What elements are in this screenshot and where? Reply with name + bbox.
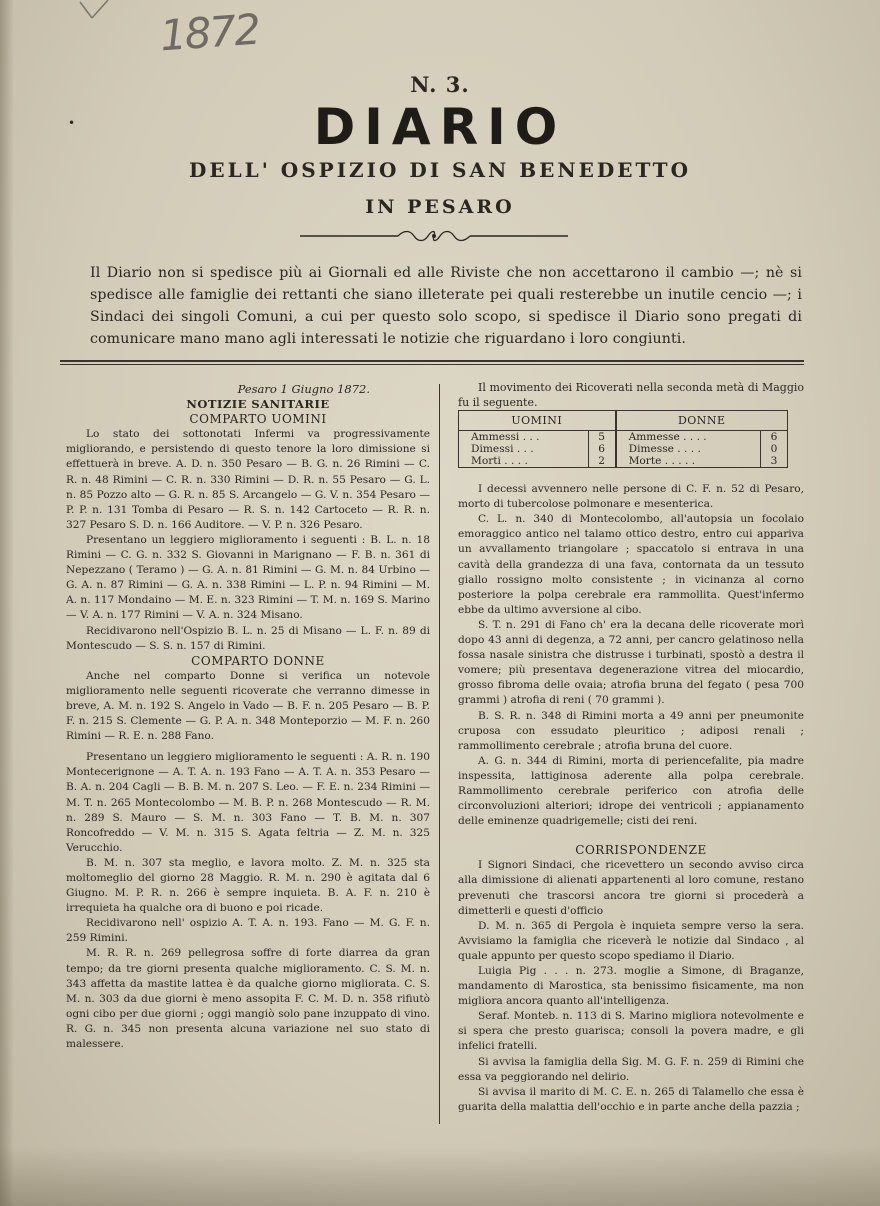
women-value: 3 xyxy=(761,455,788,468)
corr-paragraph-4: Seraf. Monteb. n. 113 di S. Marino migliora notevolmente e si spera che presto guarisca; consoli la povera madre, e gli infelici fratelli. xyxy=(458,1010,804,1053)
men-label: Morti . . . . xyxy=(471,455,528,468)
women-paragraph-2: Presentano un leggiero miglioramento le seguenti : A. R. n. 190 Montecerignone — A. T. A. n. 193 Fano — A. T. A. n. 353 Pesaro — B. A. n. 204 Cagli — B. B. M. n. 207 S. Leo. — F. E. n. 234 Rimini — M. T. n. 265 Montecolombo — M. B. P. n. 268 Montescudo — R. M. n. 289 S. Mauro — S. M. n. 303 Fano — T. B. M. n. 307 Roncofreddo — V. M. n. 315 S. Agata feltria — Z. M. n. 325 Verucchio. xyxy=(66,751,430,854)
masthead-subtitle: DELL' OSPIZIO DI SAN BENEDETTO xyxy=(188,158,691,182)
men-paragraph-2: Presentano un leggiero miglioramento i seguenti : B. L. n. 18 Rimini — C. G. n. 332 S. Giovanni in Marignano — F. B. n. 361 di Nepezzano ( Teramo ) — G. A. n. 81 Rimini — G. M. n. 84 Urbino — G. A. n. 87 Rimini — G. A. n. 338 Rimini — L. P. n. 94 Rimini — M. A. n. 117 Mondaino — M. E. n. 323 Rimini — T. M. n. 169 S. Marino — V. A. n. 177 Rimini — V. A. n. 324 Misano. xyxy=(66,533,430,622)
corr-paragraph-5: Si avvisa la famiglia della Sig. M. G. F. n. 259 di Rimini che essa va peggiorando nel delirio. xyxy=(458,1055,804,1083)
right-column xyxy=(458,380,804,1115)
corr-paragraph-6: Si avvisa il marito di M. C. E. n. 265 di Talamello che essa è guarita della malattia dell'occhio e in parte anche della pazzia ; xyxy=(458,1085,804,1113)
men-value: 5 xyxy=(588,431,616,444)
women-label: Ammesse . . . . xyxy=(628,431,707,444)
intro-notice: Il Diario non si spedisce più ai Giornali ed alle Riviste che non accettarono il cambio —; nè si spedisce alle famiglie dei rettanti che siano illeterate pei quali resterebbe un inutile cencio —; i Sindaci dei singoli Comuni, a cui per questo solo scopo, si spedisce il Diario sono pregati di comunicare mano mano agli interessati le notizie che riguardano i loro congiunti. xyxy=(90,265,802,347)
deaths-paragraph-5: A. G. n. 344 di Rimini, morta di periencefalite, pia madre inspessita, lattiginosa aderente alla polpa cerebrale. Rammollimento cerebrale periferico con atrofia delle circonvoluzioni alteriori; idrope dei ventricoli ; appianamento delle eminenze quadrigemelle; cisti dei reni. xyxy=(458,754,804,828)
ornamental-divider xyxy=(300,228,568,244)
corr-paragraph-3: Luigia Pig . . . n. 273. moglie a Simone, di Braganze, mandamento di Marostica, sta benissimo fisicamente, ma non migliora ancora quanto all'intelligenza. xyxy=(458,965,804,1008)
deaths-paragraph-3: S. T. n. 291 di Fano ch' era la decana delle ricoverate morì dopo 43 anni di degenza, a 72 anni, per cancro gelatinoso nella fossa nasale sinistra che distrusse i turbinati, spostò a destra il vomere; più presentava degenerazione vitrea del miocardio, grosso fibroma delle ovaia; atrofia bruna del fegato ( pesa 700 grammi ) atrofia di reni ( 70 grammi ). xyxy=(458,618,804,707)
ink-dot: • xyxy=(68,116,76,130)
header-rule-thin xyxy=(60,364,804,365)
men-label: Ammessi . . . xyxy=(471,431,540,444)
women-paragraph-5: M. R. R. n. 269 pellegrosa soffre di forte diarrea da gran tempo; da tre giorni presenta qualche miglioramento. C. S. M. n. 343 affetta da mastite lattea è da qualche giorno migliorata. C. S. M. n. 303 da due giorni è meno assopita F. C. M. D. n. 358 rifiutò ogni cibo per due giorni ; oggi mangiò solo pane inzuppato di vino. R. G. n. 345 non presenta alcuna variazione nel suo stato di malessere. xyxy=(66,947,430,1051)
dateline: Pesaro 1 Giugno 1872. xyxy=(237,382,370,396)
handwritten-year: 1872 xyxy=(158,4,261,61)
movement-table xyxy=(458,410,788,468)
heading-corrispondenze: CORRISPONDENZE xyxy=(575,843,707,858)
men-label: Dimessi . . . xyxy=(471,443,534,456)
table-row xyxy=(459,431,788,444)
men-paragraph-1: Lo stato dei sottonotati Infermi va progressivamente migliorando, e persistendo di questo tenore la loro dimissione si effettuerà in breve. A. D. n. 350 Pesaro — B. G. n. 26 Rimini — C. R. n. 48 Rimini — C. R. n. 330 Rimini — D. R. n. 55 Pesaro — G. L. n. 85 Pozzo alto — G. R. n. 85 S. Arcangelo — G. V. n. 354 Pesaro — P. P. n. 131 Tomba di Pesaro — R. S. n. 142 Cartoceto — R. R. n. 327 Pesaro S. D. n. 166 Auditore. — V. P. n. 326 Pesaro. xyxy=(66,428,430,531)
deaths-paragraph-2: C. L. n. 340 di Montecolombo, all'autopsia un focolaio emoraggico antico nel talamo ottico destro, entro cui appariva un avvallamento triangolare ; spaccatolo si entrava in una cavità della grandezza di una fava, contornata da un tessuto giallo rossigno molto consistente ; in vicinanza al corno posteriore la polpa cerebrale era rammollita. Quest'infermo ebbe da ultimo avversione al cibo. xyxy=(458,513,804,616)
heading-comparto-uomini: COMPARTO UOMINI xyxy=(189,412,327,427)
masthead-title: DIARIO xyxy=(313,98,567,156)
men-value: 6 xyxy=(588,443,616,455)
deaths-paragraph-4: B. S. R. n. 348 di Rimini morta a 49 anni per pneumonite cruposa con essudato pleuritico ; adiposi renali ; rammollimento cerebrale ; atrofia bruna del cuore. xyxy=(458,709,804,752)
column-divider xyxy=(439,384,440,1124)
section-title-notizie: NOTIZIE SANITARIE xyxy=(186,397,330,412)
left-column xyxy=(66,382,430,1052)
table-row xyxy=(459,443,788,455)
movement-table-header xyxy=(459,411,788,431)
pencil-stroke-mark xyxy=(78,0,114,20)
women-header: DONNE xyxy=(616,411,788,431)
header-rule-thick xyxy=(60,360,804,362)
men-value: 2 xyxy=(588,455,616,468)
women-paragraph-4: Recidivarono nell' ospizio A. T. A. n. 193. Fano — M. G. F. n. 259 Rimini. xyxy=(66,917,430,945)
corr-paragraph-1: I Signori Sindaci, che ricevettero un secondo avviso circa alla dimissione di alienati appartenenti al loro comune, restano prevenuti che trascorsi ancora tre giorni si procederà a dimetterli e questi d'officio xyxy=(458,859,804,917)
women-paragraph-3: B. M. n. 307 sta meglio, e lavora molto. Z. M. n. 325 sta moltomeglio del giorno 28 Maggio. R. M. n. 290 è agitata dal 6 Giugno. M. P. R. n. 266 è sempre inquieta. B. A. F. n. 210 è irrequieta ha qualche ora di buono e poi ricade. xyxy=(66,856,430,915)
women-label: Morte . . . . . xyxy=(628,455,696,468)
issue-number: N. 3. xyxy=(410,72,470,97)
corr-paragraph-2: D. M. n. 365 di Pergola è inquieta sempre verso la sera. Avvisiamo la famiglia che riceverà le notizie dal Sindaco , al quale appunto per questo scopo spediamo il Diario. xyxy=(458,919,804,962)
men-paragraph-3: Recidivarono nell'Ospizio B. L. n. 25 di Misano — L. F. n. 89 di Montescudo — S. S. n. 157 di Rimini. xyxy=(66,624,430,652)
women-value: 0 xyxy=(761,443,788,455)
masthead-place: IN PESARO xyxy=(365,196,515,218)
movement-intro: Il movimento dei Ricoverati nella seconda metà di Maggio fu il seguente. xyxy=(458,381,804,409)
paper-bottom-shadow xyxy=(0,1146,880,1206)
deaths-paragraph-1: I decessi avvennero nelle persone di C. F. n. 52 di Pesaro, morto di tubercolose polmonare e mesenterica. xyxy=(458,483,804,511)
table-row xyxy=(459,455,788,468)
men-header: UOMINI xyxy=(459,411,616,431)
women-paragraph-1: Anche nel comparto Donne si verifica un notevole miglioramento nelle seguenti ricoverate che verranno dimesse in breve, A. M. n. 192 S. Angelo in Vado — B. F. n. 205 Pesaro — B. P. F. n. 215 S. Clemente — G. P. A. n. 348 Monteporzio — M. F. n. 260 Rimini — R. E. n. 288 Fano. xyxy=(66,669,430,743)
heading-comparto-donne: COMPARTO DONNE xyxy=(191,653,325,668)
women-label: Dimesse . . . . xyxy=(628,443,701,456)
women-value: 6 xyxy=(761,431,788,444)
